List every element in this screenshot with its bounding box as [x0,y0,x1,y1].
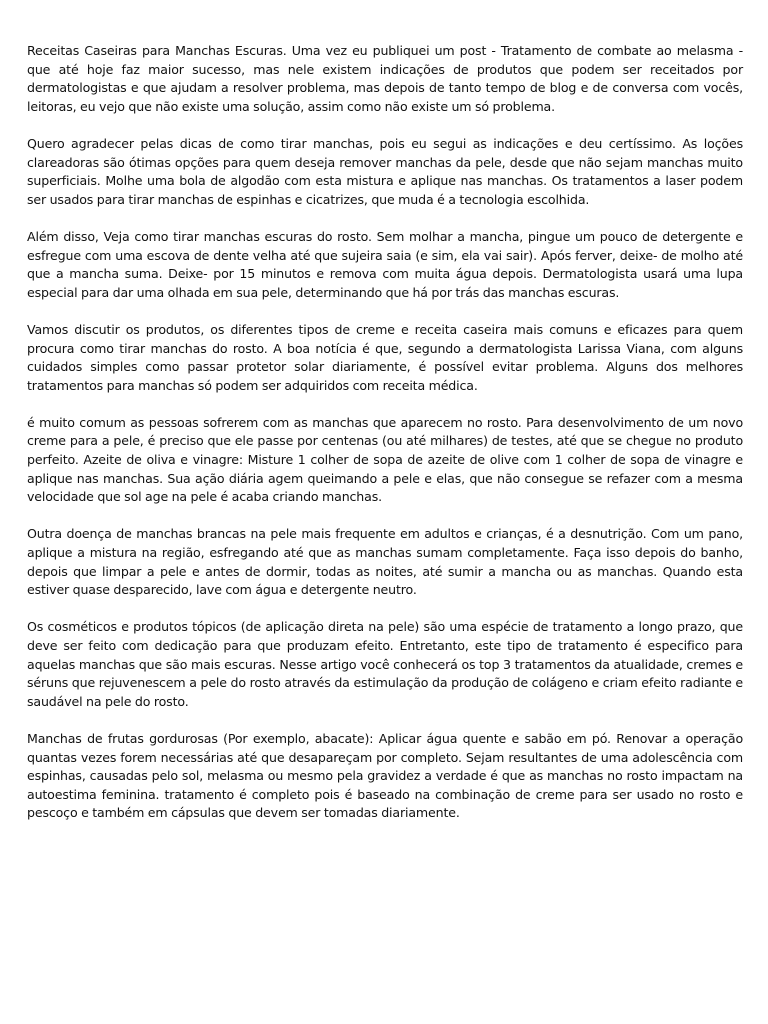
paragraph-1: Receitas Caseiras para Manchas Escuras. Uma vez eu publiquei um post - Tratamento de combate ao melasma - que até hoje faz maior sucesso, mas nele existem indicações de produtos que podem ser receitados por dermatologistas e que ajudam a resolver problema, mas depois de tanto tempo de blog e de conversa com vocês, leitoras, eu vejo que não existe uma solução, assim como não existe um só problema. [27,43,743,114]
paragraph-8: Manchas de frutas gordurosas (Por exemplo, abacate): Aplicar água quente e sabão em pó. Renovar a operação quantas vezes forem necessárias até que desapareçam por completo. Sejam resultantes de uma adolescência com espinhas, causadas pelo sol, melasma ou mesmo pela gravidez a verdade é que as manchas no rosto impactam na autoestima feminina. tratamento é completo pois é baseado na combinação de creme para ser usado no rosto e pescoço e também em cápsulas que devem ser tomadas diariamente. [27,730,743,821]
document-page [27,42,743,842]
paragraph-3: Além disso, Veja como tirar manchas escuras do rosto. Sem molhar a mancha, pingue um pouco de detergente e esfregue com uma escova de dente velha até que sujeira saia (e sim, ela vai sair). Após ferver, deixe- de molho até que a mancha suma. Deixe- por 15 minutos e remova com muita água depois. Dermatologista usará uma lupa especial para dar uma olhada em sua pele, determinando que há por trás das manchas escuras. [27,228,743,300]
paragraph-5: é muito comum as pessoas sofrerem com as manchas que aparecem no rosto. Para desenvolvimento de um novo creme para a pele, é preciso que ele passe por centenas (ou até milhares) de testes, até que se chegue no produto perfeito. Azeite de oliva e vinagre: Misture 1 colher de sopa de azeite de olive com 1 colher de sopa de vinagre e aplique nas manchas. Sua ação diária agem queimando a pele e elas, que não consegue se refazer com a mesma velocidade que sol age na pele é acaba criando manchas. [27,414,743,505]
paragraph-6: Outra doença de manchas brancas na pele mais frequente em adultos e crianças, é a desnutrição. Com um pano, aplique a mistura na região, esfregando até que as manchas sumam completamente. Faça isso depois do banho, depois que limpar a pele e antes de dormir, todas as noites, até sumir a mancha ou as manchas. Quando esta estiver quase desparecido, lave com água e detergente neutro. [27,526,743,598]
paragraph-2: Quero agradecer pelas dicas de como tirar manchas, pois eu segui as indicações e deu certíssimo. As loções clareadoras são ótimas opções para quem deseja remover manchas da pele, desde que não sejam manchas muito superficiais. Molhe uma bola de algodão com esta mistura e aplique nas manchas. Os tratamentos a laser podem ser usados para tirar manchas de espinhas e cicatrizes, que muda é a tecnologia escolhida. [27,135,743,207]
paragraph-7: Os cosméticos e produtos tópicos (de aplicação direta na pele) são uma espécie de tratamento a longo prazo, que deve ser feito com dedicação para que produzam efeito. Entretanto, este tipo de tratamento é especifico para aquelas manchas que são mais escuras. Nesse artigo você conhecerá os top 3 tratamentos da atualidade, cremes e séruns que rejuvenescem a pele do rosto através da estimulação da produção de colágeno e criam efeito radiante e saudável na pele do rosto. [27,619,743,709]
paragraph-4: Vamos discutir os produtos, os diferentes tipos de creme e receita caseira mais comuns e eficazes para quem procura como tirar manchas do rosto. A boa notícia é que, segundo a dermatologista Larissa Viana, com alguns cuidados simples como passar protetor solar diariamente, é possível evitar problema. Alguns dos melhores tratamentos para manchas só podem ser adquiridos com receita médica. [27,321,743,393]
